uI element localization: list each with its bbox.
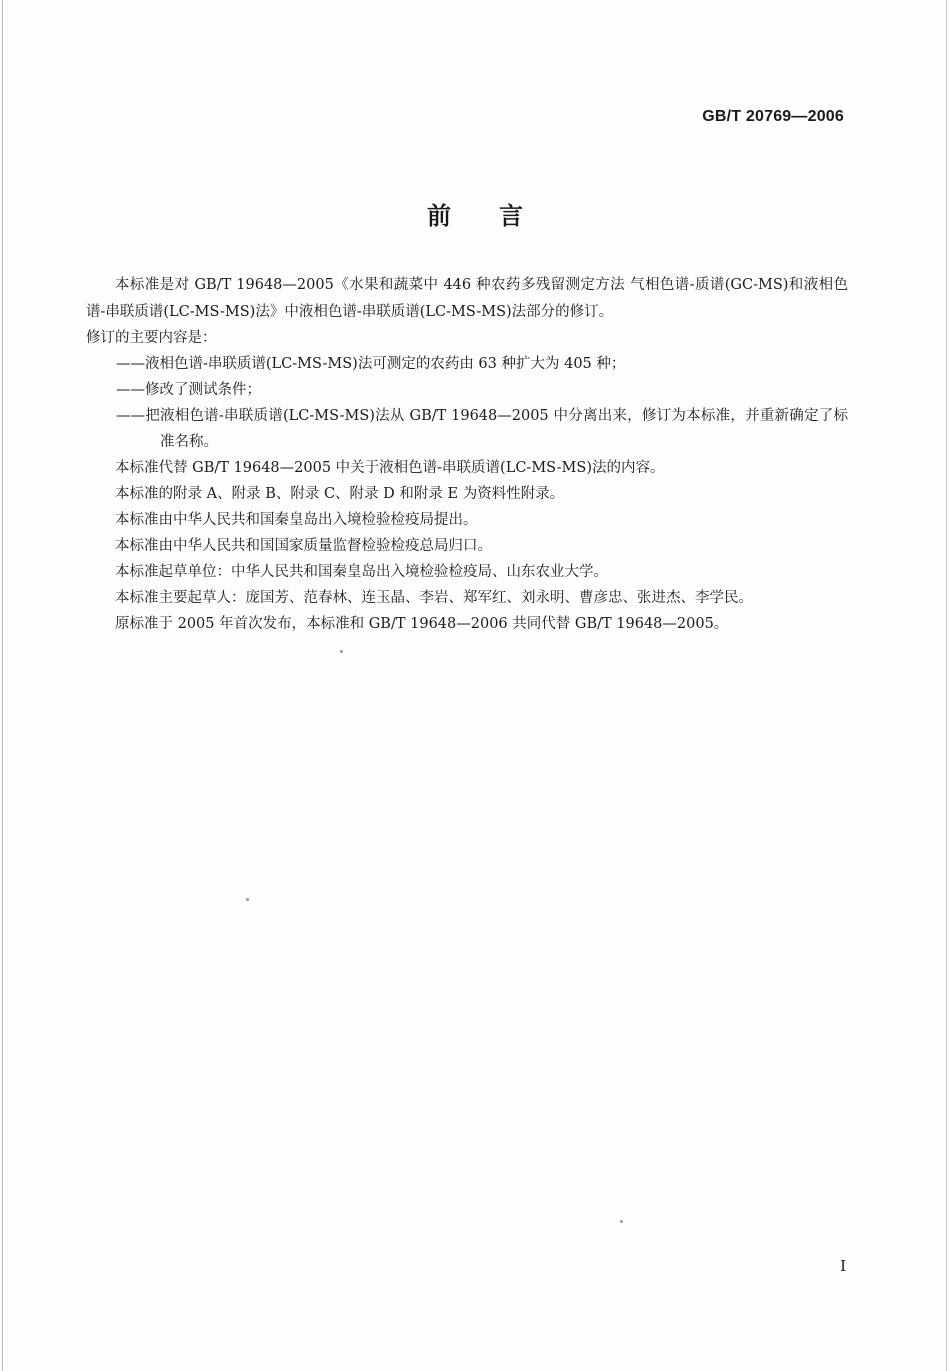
page-title: 前言 [427,202,571,230]
body-paragraph: 本标准起草单位：中华人民共和国秦皇岛出入境检验检疫局、山东农业大学。 [115,564,608,580]
intro-paragraph: 本标准是对 GB/T 19648—2005《水果和蔬菜中 446 种农药多残留测定方法 气相色谱-质谱(GC-MS)和液相色谱-串联质谱(LC-MS-MS)法》中液相色谱-串联质谱(LC-MS-MS)法部分的修订。 [86,277,848,320]
page-number: I [840,1257,846,1275]
body-paragraph: 本标准主要起草人：庞国芳、范春林、连玉晶、李岩、郑军红、刘永明、曹彦忠、张进杰、李学民。 [115,590,753,606]
body-paragraph: 原标准于 2005 年首次发布，本标准和 GB/T 19648—2006 共同代替 GB/T 19648—2005。 [115,616,729,632]
scan-speck [246,898,249,901]
standard-number: GB/T 20769—2006 [702,108,844,125]
preface-body [86,272,848,637]
body-paragraph: 本标准由中华人民共和国国家质量监督检验检疫总局归口。 [115,538,492,554]
revision-item: ——液相色谱-串联质谱(LC-MS-MS)法可测定的农药由 63 种扩大为 405 种； [116,356,626,372]
body-paragraph: 本标准的附录 A、附录 B、附录 C、附录 D 和附录 E 为资料性附录。 [115,486,565,502]
scan-speck [340,650,343,653]
body-paragraph: 本标准代替 GB/T 19648—2005 中关于液相色谱-串联质谱(LC-MS-MS)法的内容。 [115,460,665,476]
body-paragraph: 本标准由中华人民共和国秦皇岛出入境检验检疫局提出。 [115,512,478,528]
revision-heading: 修订的主要内容是： [86,330,217,346]
revision-item: ——把液相色谱-串联质谱(LC-MS-MS)法从 GB/T 19648—2005 中分离出来，修订为本标准，并重新确定了标准名称。 [116,408,848,450]
revision-item: ——修改了测试条件； [116,382,261,398]
scan-speck [620,1220,623,1223]
